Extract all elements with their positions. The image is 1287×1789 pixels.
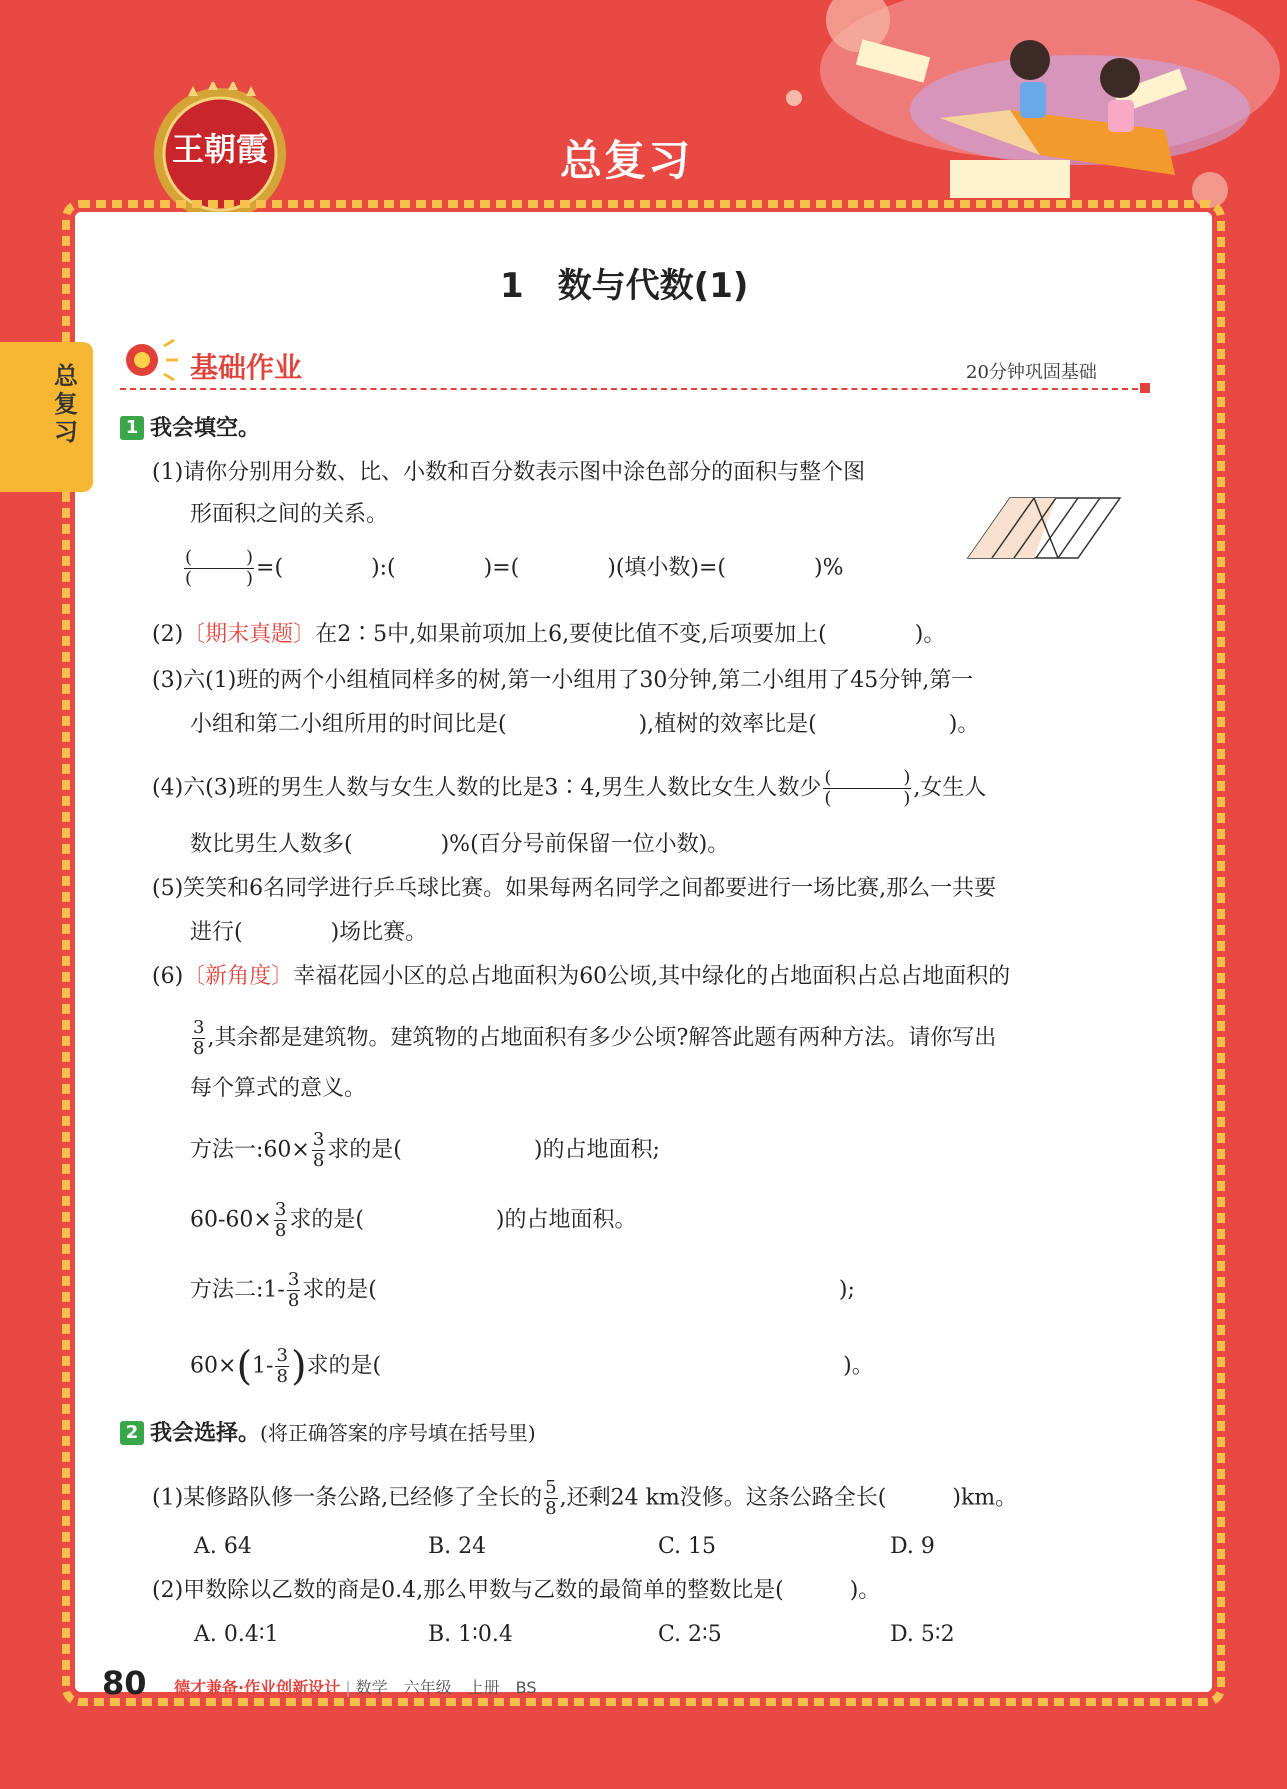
footer-info: 德才兼备·作业创新设计 | 数学 六年级 上册 BS xyxy=(174,1678,537,1697)
section-note: 20分钟巩固基础 xyxy=(966,362,1097,383)
bulb-icon xyxy=(118,338,182,382)
side-tab-label: 总复习 xyxy=(54,362,78,446)
question-hint: (将正确答案的序号填在括号里) xyxy=(260,1421,536,1445)
lesson-title: 1 数与代数(1) xyxy=(500,266,749,306)
method-1a: 方法一:60× $\frac{3}{8}$ 求的是( )的占地面积; xyxy=(190,1129,660,1171)
method-2b: 60×(1- $\frac{3}{8}$ )求的是( )。 xyxy=(190,1343,874,1390)
q1-p1-answer-row xyxy=(182,548,844,589)
q2-p2[interactable]: (2)甲数除以乙数的商是0.4,那么甲数与乙数的最简单的整数比是( )。 xyxy=(152,1578,881,1603)
section-title: 基础作业 xyxy=(190,351,303,384)
method-2a: 方法二:1- $\frac{3}{8}$ 求的是( ); xyxy=(190,1269,855,1311)
q1-p6-line1: (6)〔新角度〕幸福花园小区的总占地面积为60公顷,其中绿化的占地面积占总占地面积的 xyxy=(152,964,1011,989)
method-1b: 60-60× $\frac{3}{8}$ 求的是( )的占地面积。 xyxy=(190,1199,637,1241)
q2-p1-option-a[interactable]: A. 64 xyxy=(194,1534,252,1559)
q2-p1: (1)某修路队修一条公路,已经修了全长的 $\frac{5}{8}$ ,还剩24 km没修。这条公路全长( )km。 xyxy=(152,1477,1018,1519)
fraction-5-8: $\frac{5}{8}$ xyxy=(545,1477,557,1519)
section-divider xyxy=(120,388,1148,390)
q2-p2-option-b[interactable]: B. 1∶0.4 xyxy=(428,1622,513,1647)
q1-p3-line1: (3)六(1)班的两个小组植同样多的树,第一小组用了30分钟,第二小组用了45分钟,第一 xyxy=(152,668,974,693)
q1-p1-line2: 形面积之间的关系。 xyxy=(190,502,389,527)
tag-final-exam: 〔期末真题〕 xyxy=(183,622,316,647)
q1-p2: (2)〔期末真题〕在2∶5中,如果前项加上6,要使比值不变,后项要加上( )。 xyxy=(152,622,946,647)
q1-p5-line2[interactable]: 进行( )场比赛。 xyxy=(190,920,428,945)
q2-p2-option-c[interactable]: C. 2∶5 xyxy=(658,1622,722,1647)
question-title: 我会填空。 xyxy=(150,416,261,441)
fraction-blank[interactable]: $\frac{( )}{( )}$ xyxy=(185,547,254,589)
divider-end-marker xyxy=(1140,383,1150,393)
q2-p2-option-a[interactable]: A. 0.4∶1 xyxy=(194,1622,279,1647)
q2-p1-option-c[interactable]: C. 15 xyxy=(658,1534,717,1559)
q1-p6-line3: 每个算式的意义。 xyxy=(190,1076,367,1101)
q2-p1-option-b[interactable]: B. 24 xyxy=(428,1534,487,1559)
page-number: 80 xyxy=(102,1664,147,1702)
page-title: 总复习 xyxy=(560,136,693,185)
ratio-decimal-percent-blanks[interactable]: =( ):( )=( )(填小数)=( )% xyxy=(256,555,844,581)
q2-p1-option-d[interactable]: D. 9 xyxy=(890,1534,935,1559)
question-2-header xyxy=(120,1418,536,1449)
question-title: 我会选择。 xyxy=(150,1421,261,1446)
q1-p4-line2[interactable]: 数比男生人数多( )%(百分号前保留一位小数)。 xyxy=(190,832,730,857)
q1-p1-line1: (1)请你分别用分数、比、小数和百分数表示图中涂色部分的面积与整个图 xyxy=(152,460,866,485)
footer-course: 数学 六年级 上册 BS xyxy=(355,1678,537,1697)
q2-p2-option-d[interactable]: D. 5∶2 xyxy=(890,1622,955,1647)
q1-p6-line2: $\frac{3}{8}$ ,其余都是建筑物。建筑物的占地面积有多少公顷?解答此题有两种方法。请你写出 xyxy=(193,1017,997,1059)
question-number: 1 xyxy=(120,416,144,440)
side-tab[interactable] xyxy=(0,342,93,492)
logo-text: 王朝霞 xyxy=(171,130,268,168)
fraction-3-8: $\frac{3}{8}$ xyxy=(193,1017,205,1059)
q1-p3-line2[interactable]: 小组和第二小组所用的时间比是( ),植树的效率比是( )。 xyxy=(190,712,980,737)
shaded-parallelogram-figure xyxy=(964,494,1124,562)
fraction-blank[interactable]: $\frac{( )}{( )}$ xyxy=(824,767,911,809)
q1-p4-line1: (4)六(3)班的男生人数与女生人数的比是3∶4,男生人数比女生人数少 $\frac{( )}{( )}$ ,女生人 xyxy=(152,767,987,809)
q1-p5-line1: (5)笑笑和6名同学进行乒乓球比赛。如果每两名同学之间都要进行一场比赛,那么一共要 xyxy=(152,876,997,901)
question-1-header xyxy=(120,414,260,444)
tag-new-angle: 〔新角度〕 xyxy=(183,964,294,989)
question-number: 2 xyxy=(120,1421,144,1445)
footer-brand: 德才兼备·作业创新设计 xyxy=(174,1678,341,1697)
